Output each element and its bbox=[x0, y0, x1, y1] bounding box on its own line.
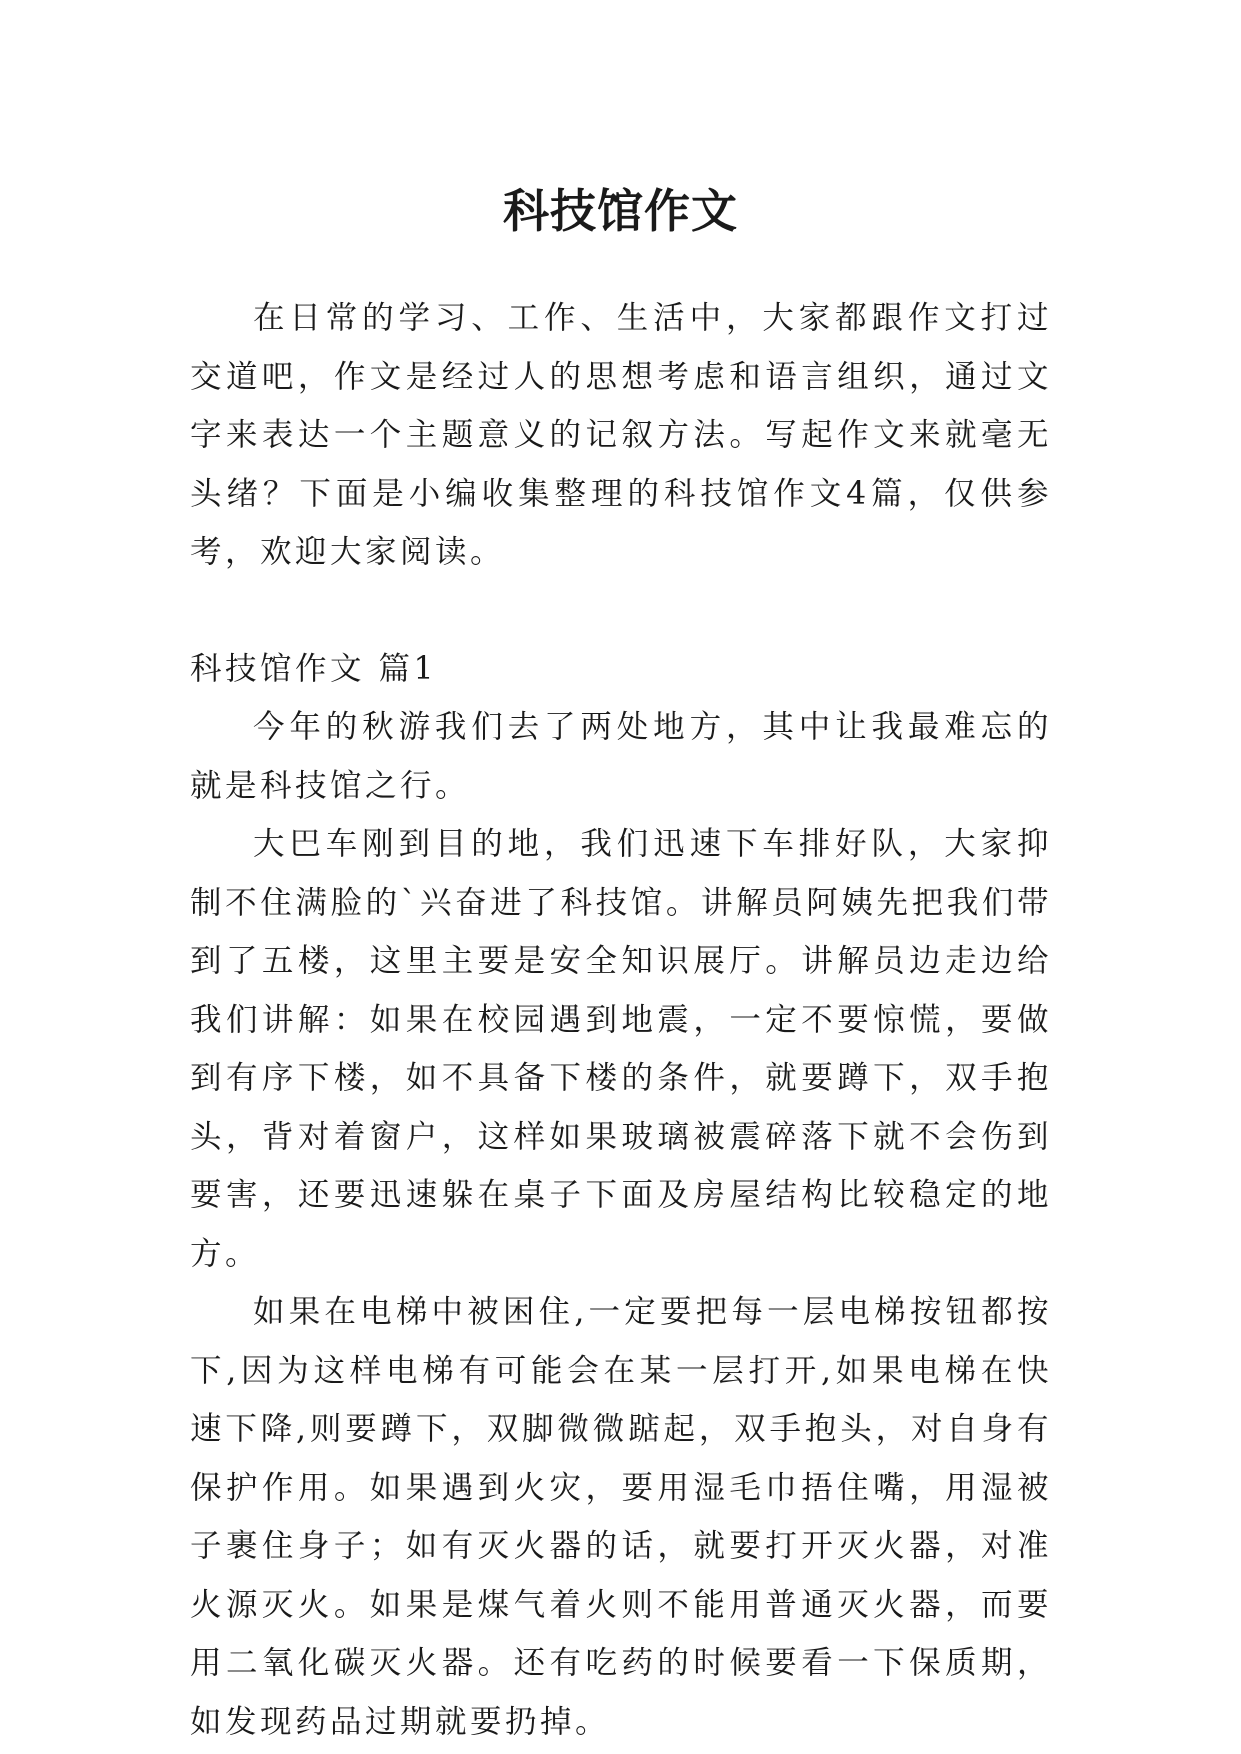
section-heading: 科技馆作文 篇1 bbox=[190, 650, 438, 687]
intro-paragraph: 在日常的学习、工作、生活中，大家都跟作文打过交道吧，作文是经过人的思想考虑和语言组织，通过文字来表达一个主题意义的记叙方法。写起作文来就毫无头绪？下面是小编收集整理的科技馆作文4篇，仅供参考，欢迎大家阅读。 bbox=[190, 300, 1052, 570]
document-body bbox=[190, 289, 1052, 1751]
body-paragraph: 今年的秋游我们去了两处地方，其中让我最难忘的就是科技馆之行。 bbox=[190, 709, 1052, 804]
document-title: 科技馆作文 bbox=[503, 183, 738, 238]
body-paragraph: 大巴车刚到目的地，我们迅速下车排好队，大家抑制不住满脸的`兴奋进了科技馆。讲解员阿姨先把我们带到了五楼，这里主要是安全知识展厅。讲解员边走边给我们讲解：如果在校园遇到地震，一定不要惊慌，要做到有序下楼，如不具备下楼的条件，就要蹲下，双手抱头，背对着窗户，这样如果玻璃被震碎落下就不会伤到要害，还要迅速躲在桌子下面及房屋结构比较稳定的地方。 bbox=[190, 826, 1052, 1272]
body-paragraph: 如果在电梯中被困住,一定要把每一层电梯按钮都按下,因为这样电梯有可能会在某一层打开,如果电梯在快速下降,则要蹲下，双脚微微踮起，双手抱头，对自身有保护作用。如果遇到火灾，要用湿毛巾捂住嘴，用湿被子裹住身子；如有灭火器的话，就要打开灭火器，对准火源灭火。如果是煤气着火则不能用普通灭火器，而要用二氧化碳灭火器。还有吃药的时候要看一下保质期，如发现药品过期就要扔掉。 bbox=[190, 1294, 1052, 1740]
